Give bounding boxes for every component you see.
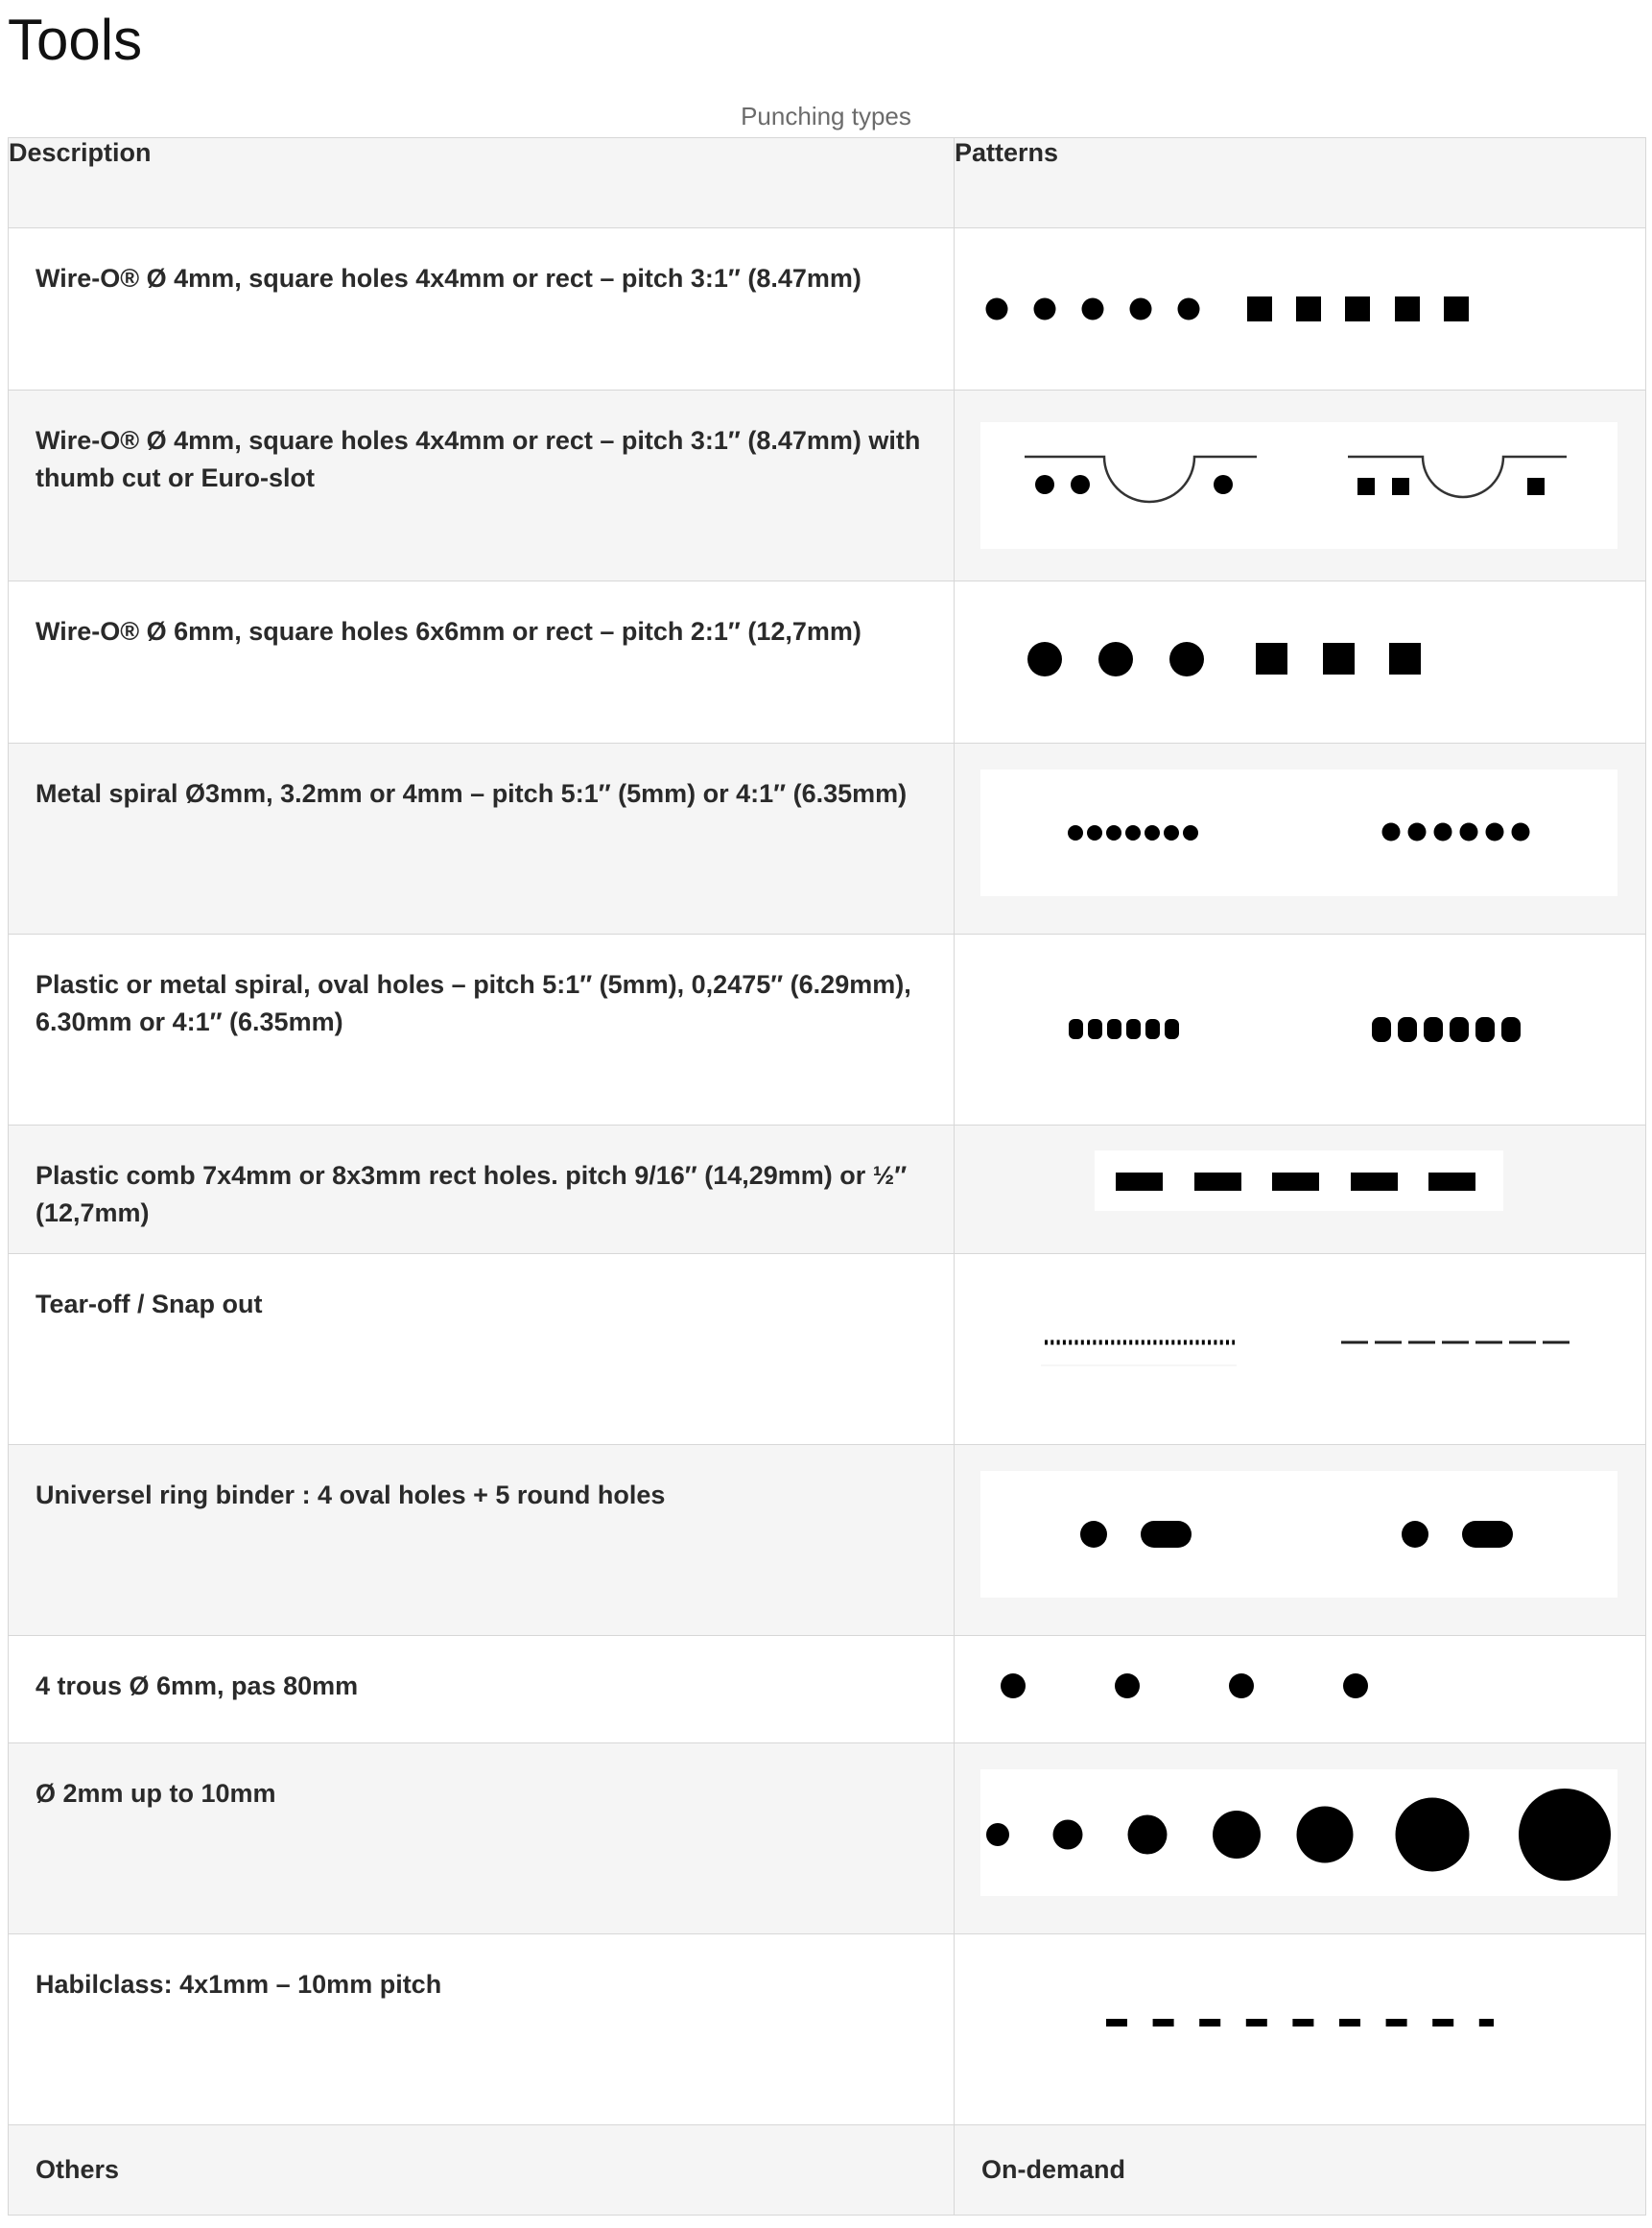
page-title: Tools xyxy=(8,8,143,72)
pattern-holes-2-to-10mm xyxy=(955,1743,1646,1933)
table-header-row xyxy=(9,138,1646,228)
row-description: Metal spiral Ø3mm, 3.2mm or 4mm – pitch 5:1″ (5mm) or 4:1″ (6.35mm) xyxy=(9,744,955,935)
table-footer-row xyxy=(9,2125,1646,2216)
table-row xyxy=(9,744,1646,935)
pattern-wireo-6mm-round-square xyxy=(955,581,1646,743)
table-row xyxy=(9,935,1646,1126)
row-description: Ø 2mm up to 10mm xyxy=(9,1743,955,1934)
table-row xyxy=(9,391,1646,581)
punching-types-table xyxy=(8,137,1646,2216)
pattern-cell xyxy=(955,935,1646,1126)
pattern-wireo-4mm-thumb-cut xyxy=(955,391,1646,581)
header-description: Description xyxy=(9,138,955,228)
pattern-plastic-comb-rect xyxy=(955,1126,1646,1253)
pattern-cell xyxy=(955,1636,1646,1743)
table-row xyxy=(9,1636,1646,1743)
pattern-cell xyxy=(955,1934,1646,2125)
pattern-cell xyxy=(955,228,1646,391)
footer-description: Others xyxy=(9,2125,955,2216)
pattern-wireo-4mm-round-square xyxy=(955,228,1646,390)
row-description: Tear-off / Snap out xyxy=(9,1254,955,1445)
pattern-cell xyxy=(955,744,1646,935)
pattern-metal-spiral-round xyxy=(955,744,1646,934)
table-row xyxy=(9,581,1646,744)
table-row xyxy=(9,228,1646,391)
pattern-ring-binder-oval-round xyxy=(955,1445,1646,1635)
row-description: Wire-O® Ø 4mm, square holes 4x4mm or rect – pitch 3:1″ (8.47mm) with thumb cut or Euro-slot xyxy=(9,391,955,581)
footer-patterns: On-demand xyxy=(955,2125,1646,2216)
pattern-cell xyxy=(955,1743,1646,1934)
table-caption: Punching types xyxy=(741,102,911,130)
row-description: Plastic or metal spiral, oval holes – pitch 5:1″ (5mm), 0,2475″ (6.29mm), 6.30mm or 4:1″ (6.35mm) xyxy=(9,935,955,1126)
pattern-cell xyxy=(955,1254,1646,1445)
header-patterns: Patterns xyxy=(955,138,1646,228)
pattern-habilclass-slots xyxy=(955,1934,1646,2124)
pattern-four-holes-6mm xyxy=(955,1636,1646,1742)
row-description: 4 trous Ø 6mm, pas 80mm xyxy=(9,1636,955,1743)
pattern-cell xyxy=(955,391,1646,581)
table-row xyxy=(9,1445,1646,1636)
row-description: Wire-O® Ø 6mm, square holes 6x6mm or rect – pitch 2:1″ (12,7mm) xyxy=(9,581,955,744)
pattern-cell xyxy=(955,1126,1646,1254)
table-row xyxy=(9,1934,1646,2125)
table-row xyxy=(9,1254,1646,1445)
table-row xyxy=(9,1126,1646,1254)
pattern-spiral-oval xyxy=(955,935,1646,1125)
pattern-cell xyxy=(955,581,1646,744)
row-description: Plastic comb 7x4mm or 8x3mm rect holes. pitch 9/16″ (14,29mm) or ½″ (12,7mm) xyxy=(9,1126,955,1254)
row-description: Universel ring binder : 4 oval holes + 5 round holes xyxy=(9,1445,955,1636)
row-description: Habilclass: 4x1mm – 10mm pitch xyxy=(9,1934,955,2125)
pattern-cell xyxy=(955,1445,1646,1636)
table-row xyxy=(9,1743,1646,1934)
row-description: Wire-O® Ø 4mm, square holes 4x4mm or rect – pitch 3:1″ (8.47mm) xyxy=(9,228,955,391)
pattern-tear-off-perforation xyxy=(955,1254,1646,1444)
